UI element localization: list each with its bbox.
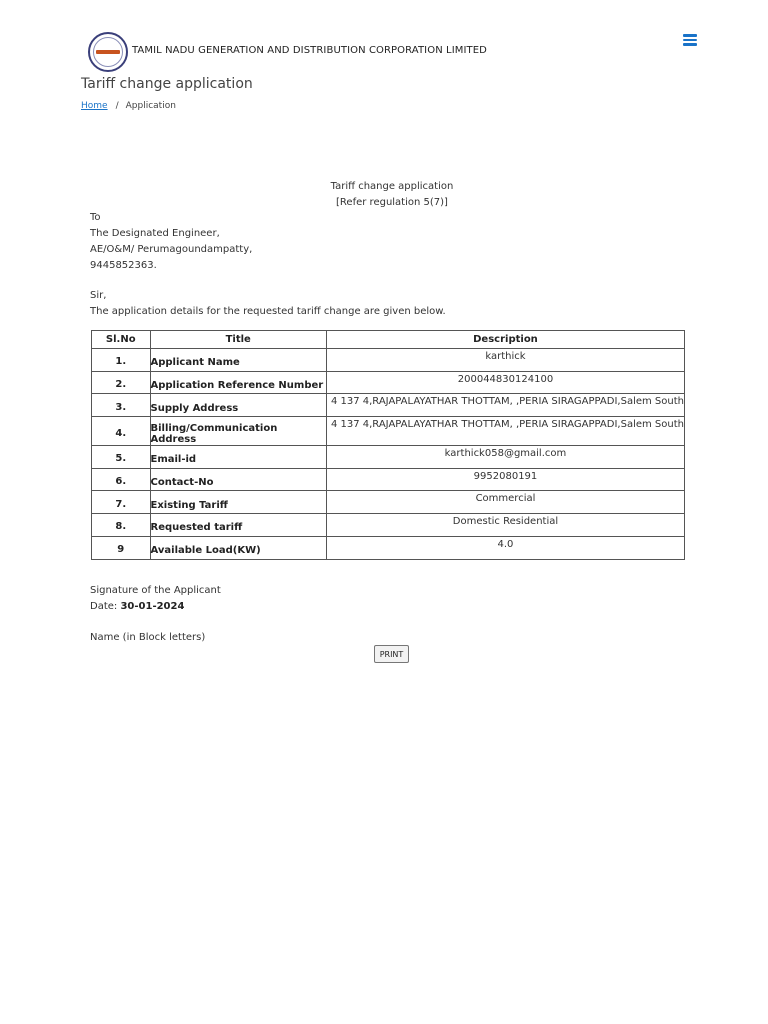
table-row <box>92 468 685 491</box>
cell-description: Commercial <box>326 491 684 514</box>
date-value: 30-01-2024 <box>120 601 185 612</box>
table-row <box>92 417 685 446</box>
breadcrumb-separator: / <box>115 101 119 111</box>
cell-description: 4 137 4,RAJAPALAYATHAR THOTTAM, ,PERIA SIRAGAPPADI,Salem South <box>326 394 684 417</box>
table-row <box>92 514 685 537</box>
cell-slno: 5. <box>92 446 151 469</box>
header-description: Description <box>326 331 684 349</box>
breadcrumb-home-link[interactable]: Home <box>81 101 108 111</box>
letter-phone: 9445852363. <box>90 260 157 271</box>
table-row <box>92 349 685 372</box>
letter-heading: Tariff change application <box>330 181 454 192</box>
letter-to: To <box>90 212 101 223</box>
cell-slno: 2. <box>92 371 151 394</box>
cell-title: Applicant Name <box>150 349 326 372</box>
cell-slno: 9 <box>92 536 151 559</box>
cell-title: Requested tariff <box>150 514 326 537</box>
table-row <box>92 371 685 394</box>
letter-intro: The application details for the requested tariff change are given below. <box>90 306 446 317</box>
breadcrumb-current: Application <box>125 101 176 111</box>
cell-slno: 8. <box>92 514 151 537</box>
table-row <box>92 446 685 469</box>
date-label: Date: <box>90 601 118 612</box>
details-table <box>91 330 685 560</box>
table-row <box>92 536 685 559</box>
cell-slno: 6. <box>92 468 151 491</box>
cell-title: Contact-No <box>150 468 326 491</box>
letter-office: AE/O&M/ Perumagoundampatty, <box>90 244 253 255</box>
cell-title: Application Reference Number <box>150 371 326 394</box>
table-row <box>92 394 685 417</box>
date-line <box>90 601 184 612</box>
cell-description: 200044830124100 <box>326 371 684 394</box>
cell-description: karthick058@gmail.com <box>326 446 684 469</box>
letter-subheading: [Refer regulation 5(7)] <box>336 197 448 208</box>
letter-addressee: The Designated Engineer, <box>90 228 220 239</box>
cell-description: 9952080191 <box>326 468 684 491</box>
table-row <box>92 491 685 514</box>
cell-slno: 4. <box>92 417 151 446</box>
header-slno: Sl.No <box>92 331 151 349</box>
cell-title: Supply Address <box>150 394 326 417</box>
letter-salutation: Sir, <box>90 290 107 301</box>
signature-label: Signature of the Applicant <box>90 585 221 596</box>
cell-description: 4.0 <box>326 536 684 559</box>
cell-title: Billing/Communication Address <box>150 417 326 446</box>
cell-slno: 7. <box>92 491 151 514</box>
hamburger-icon[interactable] <box>683 34 697 46</box>
cell-title: Available Load(KW) <box>150 536 326 559</box>
cell-description: Domestic Residential <box>326 514 684 537</box>
cell-title: Email-id <box>150 446 326 469</box>
cell-description: 4 137 4,RAJAPALAYATHAR THOTTAM, ,PERIA SIRAGAPPADI,Salem South <box>326 417 684 446</box>
page-title: Tariff change application <box>81 76 253 92</box>
org-name: TAMIL NADU GENERATION AND DISTRIBUTION CORPORATION LIMITED <box>132 45 487 56</box>
cell-slno: 3. <box>92 394 151 417</box>
cell-description: karthick <box>326 349 684 372</box>
header-title: Title <box>150 331 326 349</box>
cell-slno: 1. <box>92 349 151 372</box>
print-button[interactable]: PRINT <box>374 645 409 663</box>
name-label: Name (in Block letters) <box>90 632 206 643</box>
table-header-row <box>92 331 685 349</box>
cell-title: Existing Tariff <box>150 491 326 514</box>
